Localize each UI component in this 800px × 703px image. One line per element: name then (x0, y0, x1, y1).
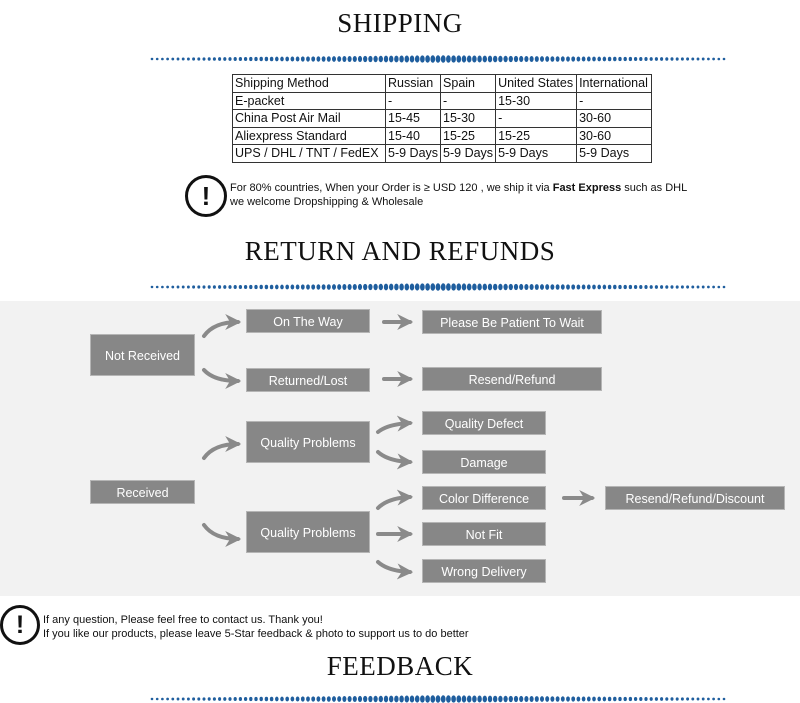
shipping-note-line2: we welcome Dropshipping & Wholesale (230, 196, 424, 208)
table-cell: - (577, 92, 652, 110)
divider-dot (296, 696, 300, 701)
table-cell: 15-30 (441, 110, 496, 128)
divider-dot (472, 696, 477, 703)
divider-dot (311, 696, 315, 701)
divider-dot (405, 695, 410, 702)
divider-dot (280, 697, 284, 702)
arrow-icon (378, 423, 410, 432)
divider-dot (676, 697, 679, 700)
divider-dot (660, 697, 663, 701)
not-fit-box: Not Fit (422, 522, 546, 546)
arrow-icon (378, 562, 410, 572)
divider-dot (566, 696, 570, 701)
divider-dot (213, 697, 216, 701)
divider-dot (712, 698, 715, 701)
header-spain: Spain (441, 75, 496, 93)
divider-dot (342, 696, 346, 702)
divider-dot (316, 696, 320, 701)
divider-dot (379, 696, 383, 703)
divider-dot (488, 696, 492, 703)
divider-dot (373, 696, 377, 702)
divider-dot (275, 697, 279, 702)
divider-dot (477, 696, 481, 703)
divider-dot (337, 696, 341, 702)
table-cell: 15-30 (496, 92, 577, 110)
divider-dot (670, 697, 673, 700)
divider-dot (535, 696, 539, 702)
header-russian: Russian (386, 75, 441, 93)
not-received-box: Not Received (90, 334, 195, 376)
table-cell: 5-9 Days (496, 145, 577, 163)
note-text: For 80% countries, When your Order is ≥ USD 120 , we ship it via (230, 182, 553, 194)
divider-dot (265, 697, 268, 701)
resend-refund-discount-box: Resend/Refund/Discount (605, 486, 785, 510)
damage-box: Damage (422, 450, 546, 474)
arrow-icon (204, 525, 238, 539)
divider-dot (624, 697, 627, 701)
divider-dot (467, 695, 472, 702)
divider-dot (530, 696, 534, 702)
divider-dot (545, 696, 549, 702)
divider-dot (322, 696, 326, 702)
divider-dot (259, 697, 262, 701)
divider-dot (592, 697, 596, 702)
divider-dot (655, 697, 658, 701)
divider-dot (514, 696, 518, 702)
divider-dot (353, 696, 357, 702)
table-cell: - (441, 92, 496, 110)
divider-dot (509, 696, 513, 702)
table-cell: Aliexpress Standard (233, 127, 386, 145)
divider-dot (389, 696, 393, 703)
table-cell: - (386, 92, 441, 110)
divider-dot (665, 697, 668, 701)
divider-dot (244, 697, 247, 701)
divider-dot (582, 696, 586, 701)
divider-dot (561, 696, 565, 701)
divider-dot (368, 696, 372, 702)
divider-dot (327, 696, 331, 702)
divider-dot (332, 696, 336, 702)
wrong-delivery-box: Wrong Delivery (422, 559, 546, 583)
divider-dot (717, 698, 720, 701)
divider-dot (182, 698, 185, 701)
shipping-title: SHIPPING (337, 8, 463, 38)
arrow-icon (378, 497, 410, 508)
divider-dot (681, 697, 684, 700)
divider-dot (223, 697, 226, 701)
divider-dot (363, 696, 367, 702)
divider-dot (291, 697, 295, 702)
divider-dot (697, 698, 700, 701)
divider-dot (556, 696, 560, 701)
divider-dot (634, 697, 637, 701)
divider-dot (503, 696, 507, 702)
divider-dot (192, 697, 195, 700)
divider-dot (691, 697, 694, 700)
divider-dot (571, 696, 575, 701)
table-cell: 30-60 (577, 110, 652, 128)
divider-dot (166, 698, 169, 701)
divider-dot (156, 698, 159, 701)
divider-dot (208, 697, 211, 700)
on-the-way-box: On The Way (246, 309, 370, 333)
header-united-states: United States (496, 75, 577, 93)
returned-lost-box: Returned/Lost (246, 368, 370, 392)
feedback-title: FEEDBACK (326, 651, 474, 681)
table-cell: 5-9 Days (577, 145, 652, 163)
divider-dot (519, 696, 523, 702)
divider-dot (410, 695, 415, 702)
note-text: such as DHL (621, 182, 688, 194)
divider-dot (493, 696, 497, 703)
divider-dot (249, 697, 252, 701)
divider-dot (702, 698, 705, 701)
divider-dot (597, 697, 601, 702)
quality-defect-box: Quality Defect (422, 411, 546, 435)
divider-dot (202, 697, 205, 700)
contact-note-line2: If you like our products, please leave 5-Star feedback & photo to support us to do better (43, 628, 469, 640)
divider-dot (723, 698, 726, 701)
divider-dot (171, 698, 174, 701)
table-cell: 15-40 (386, 127, 441, 145)
received-box: Received (90, 480, 195, 504)
table-cell: 30-60 (577, 127, 652, 145)
divider-dot (608, 697, 612, 702)
table-cell: 15-25 (496, 127, 577, 145)
divider-dot (550, 696, 554, 702)
table-cell: 5-9 Days (441, 145, 496, 163)
divider-dot (384, 696, 388, 703)
contact-note (43, 613, 469, 641)
divider-dot (613, 697, 616, 701)
quality-problems-box-1: Quality Problems (246, 421, 370, 463)
divider-dot (254, 697, 257, 701)
arrow-icon (204, 322, 238, 336)
divider-dot (644, 697, 647, 701)
table-cell: 15-25 (441, 127, 496, 145)
table-cell: - (496, 110, 577, 128)
divider-dot (707, 698, 710, 701)
header-international: International (577, 75, 652, 93)
table-cell: UPS / DHL / TNT / FedEX (233, 145, 386, 163)
resend-refund-box: Resend/Refund (422, 367, 602, 391)
divider-dot (270, 697, 274, 702)
divider-dot (301, 696, 305, 701)
divider-dot (358, 696, 362, 702)
divider-dot (151, 698, 154, 700)
divider-dot (177, 698, 180, 701)
arrow-icon (378, 452, 410, 462)
divider-dot (686, 697, 689, 700)
exclamation-icon: ! (0, 605, 40, 645)
divider-dot (650, 697, 653, 701)
divider-dot (394, 696, 398, 703)
table-cell: E-packet (233, 92, 386, 110)
divider-dot (540, 696, 544, 702)
divider-dot (228, 697, 231, 701)
exclamation-icon: ! (185, 175, 227, 217)
divider-dot (639, 697, 642, 701)
divider-dot (218, 697, 221, 701)
divider-dot (483, 696, 487, 703)
table-cell: 5-9 Days (386, 145, 441, 163)
divider-dot (161, 698, 164, 701)
divider-dot (498, 696, 502, 703)
table-cell: 15-45 (386, 110, 441, 128)
table-cell: China Post Air Mail (233, 110, 386, 128)
divider-dot (603, 697, 607, 702)
divider-dot (524, 696, 528, 702)
note-bold: Fast Express (552, 182, 622, 194)
divider-dot (234, 697, 237, 701)
divider-dot (187, 697, 190, 700)
divider-dot (629, 697, 632, 701)
divider-dot (587, 697, 591, 702)
arrow-icon (204, 444, 238, 458)
returns-title: RETURN AND REFUNDS (244, 236, 556, 266)
color-difference-box: Color Difference (422, 486, 546, 510)
divider-dot (197, 697, 200, 700)
divider-dot (239, 697, 242, 701)
quality-problems-box-2: Quality Problems (246, 511, 370, 553)
divider-dot (285, 697, 289, 702)
header-shipping-method: Shipping Method (233, 75, 386, 93)
divider-dot (577, 696, 581, 701)
be-patient-box: Please Be Patient To Wait (422, 310, 602, 334)
contact-note-line1: If any question, Please feel free to contact us. Thank you! (43, 614, 323, 626)
divider-dot (399, 696, 404, 703)
divider-dot (348, 696, 352, 702)
divider-dot (618, 697, 621, 701)
arrow-icon (204, 370, 238, 381)
divider-dot (306, 696, 310, 701)
